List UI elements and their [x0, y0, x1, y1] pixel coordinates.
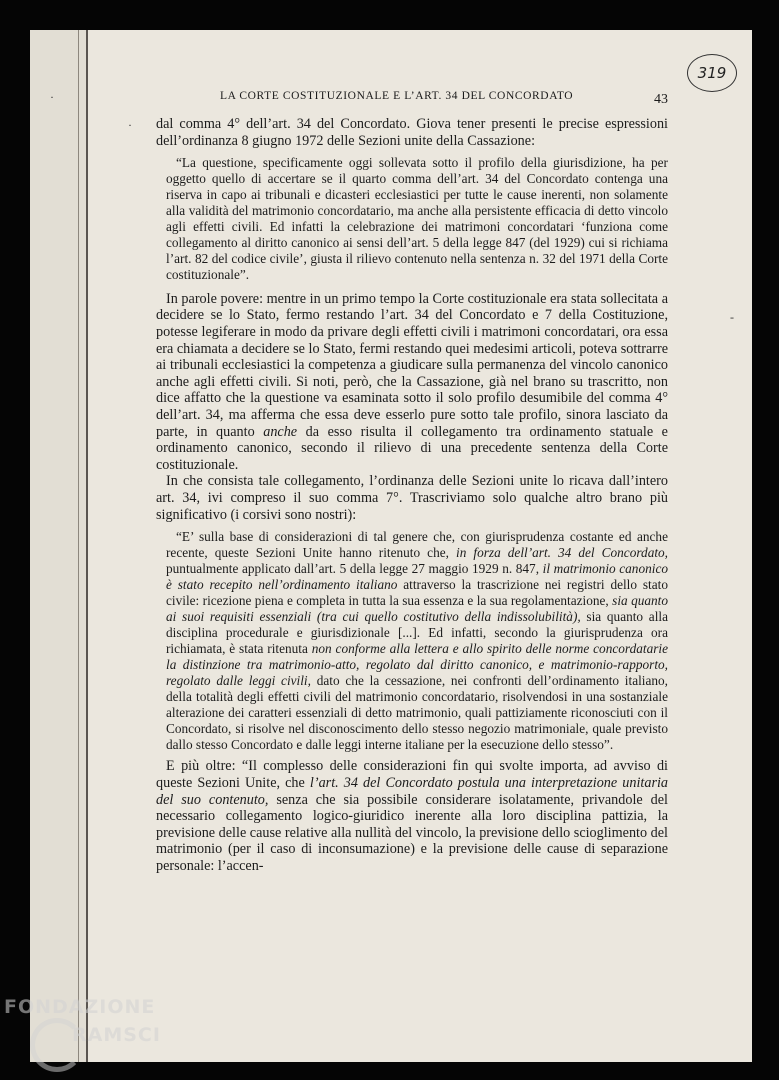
- watermark-line2: RAMSCI: [72, 1024, 161, 1046]
- archive-number-circle: [687, 54, 737, 92]
- watermark-line1: FONDAZIONE: [4, 996, 156, 1018]
- body-text: [156, 116, 668, 875]
- paragraph: In parole povere: mentre in un primo tempo la Corte costituzionale era stata sollecitata a decidere se lo Stato, fermo restando l’art. 34 del Concordato e 7 della Costituzione, potesse legiferare in modo da privare degli effetti civili i matrimoni concordatari, ora essa era chiamata a decidere se lo Stato, fermi restando quei medesimi articoli, poteva sottrarre ai tribunali ecclesiastici la competenza a giudicare sulla permanenza del vincolo canonico anche agli effetti civili. Si noti, però, che la Cassazione, già nel brano su trascritto, non dice affatto che la questione va esaminata sotto il solo profilo desumibile del comma 4° dell’art. 34, ma afferma che essa deve esserlo pure sotto tale profilo, sinora lasciato da parte, in quanto anche da esso risulta il collegamento tra ordinamento statuale e ordinamento canonico, secondo il rilievo di una precedente sentenza della Corte costituzionale.: [156, 290, 668, 473]
- binding-line: [78, 30, 79, 1062]
- document-page: [30, 30, 752, 1062]
- paragraph: E più oltre: “Il complesso delle considerazioni fin qui svolte importa, ad avviso di queste Sezioni Unite, che l’art. 34 del Concordato postula una interpretazione unitaria del suo contenuto, senza che sia possibile considerare isolatamente, privandole del necessario collegamento logico-giuridico inerente alla loro disciplina pattizia, la previsione delle cause relative alla nullità del vincolo, la previsione dello scioglimento del matrimonio (per il caso di inconsumazione) e la previsione delle cause di separazione personale: l’accen-: [156, 758, 668, 875]
- paragraph: dal comma 4° dell’art. 34 del Concordato. Giova tener presenti le precise espressioni dell’ordinanza 8 giugno 1972 delle Sezioni unite della Cassazione:: [156, 116, 668, 149]
- margin-mark: ·: [50, 90, 54, 104]
- margin-mark: ·: [128, 118, 132, 132]
- paragraph: In che consista tale collegamento, l’ordinanza delle Sezioni unite lo ricava dall’intero art. 34, ivi compreso il suo comma 7°. Trascriviamo solo qualche altro brano più significativo (i corsivi sono nostri):: [156, 473, 668, 523]
- margin-mark: -: [730, 310, 734, 324]
- fold-line: [86, 30, 88, 1062]
- archive-number: 319: [697, 64, 727, 82]
- page-number: 43: [654, 92, 668, 107]
- running-header: LA CORTE COSTITUZIONALE E L’ART. 34 DEL CONCORDATO: [220, 90, 574, 102]
- watermark-logo: [2, 994, 202, 1078]
- block-quote: “La questione, specificamente oggi sollevata sotto il profilo della giurisdizione, ha per oggetto quello di accertare se il quarto comma dell’art. 34 del Concordato contenga una riserva in capo ai tribunali e dicasteri ecclesiastici per tutte le cause inerenti, non solamente alla validità del matrimonio concordatario, ma anche alla persistente efficacia di detto vincolo agli effetti civili. Ed infatti la celebrazione dei matrimoni concordatari ‘funziona come collegamento al diritto canonico ai sensi dell’art. 5 della legge 847 (del 1929) cui si richiama l’art. 82 del codice civile’, giusta il rilievo contenuto nella sentenza n. 32 del 1971 della Corte costituzionale”.: [166, 155, 668, 282]
- block-quote: “E’ sulla base di considerazioni di tal genere che, con giurisprudenza costante ed anche recente, queste Sezioni Unite hanno ritenuto che, in forza dell’art. 34 del Concordato, puntualmente applicato dall’art. 5 della legge 27 maggio 1929 n. 847, il matrimonio canonico è stato recepito nell’ordinamento italiano attraverso la trascrizione nei registri dello stato civile: ricezione piena e completa in tutta la sua essenza e la sua regolamentazione, sia quanto ai suoi requisiti essenziali (tra cui quello costitutivo della indissolubilità), sia quanto alla disciplina procedurale e giurisdizionale [...]. Ed infatti, secondo la giurisprudenza ora richiamata, è stata ritenuta non conforme alla lettera e allo spirito delle norme concordatarie la distinzione tra matrimonio-atto, regolato dal diritto canonico, e matrimonio-rapporto, regolato dalle leggi civili, dato che la cessazione, nei confronti dell’ordinamento italiano, della totalità degli effetti civili del matrimonio concordatario, risolvendosi in una sostanziale alterazione dei caratteri essenziali di detto matrimonio, quali pattiziamente riconosciuti con il Concordato, si risolve nel disconoscimento dello stesso negozio matrimoniale, quale previsto dallo stesso Concordato e dalle leggi interne italiane per la esecuzione dello stesso”.: [166, 529, 669, 752]
